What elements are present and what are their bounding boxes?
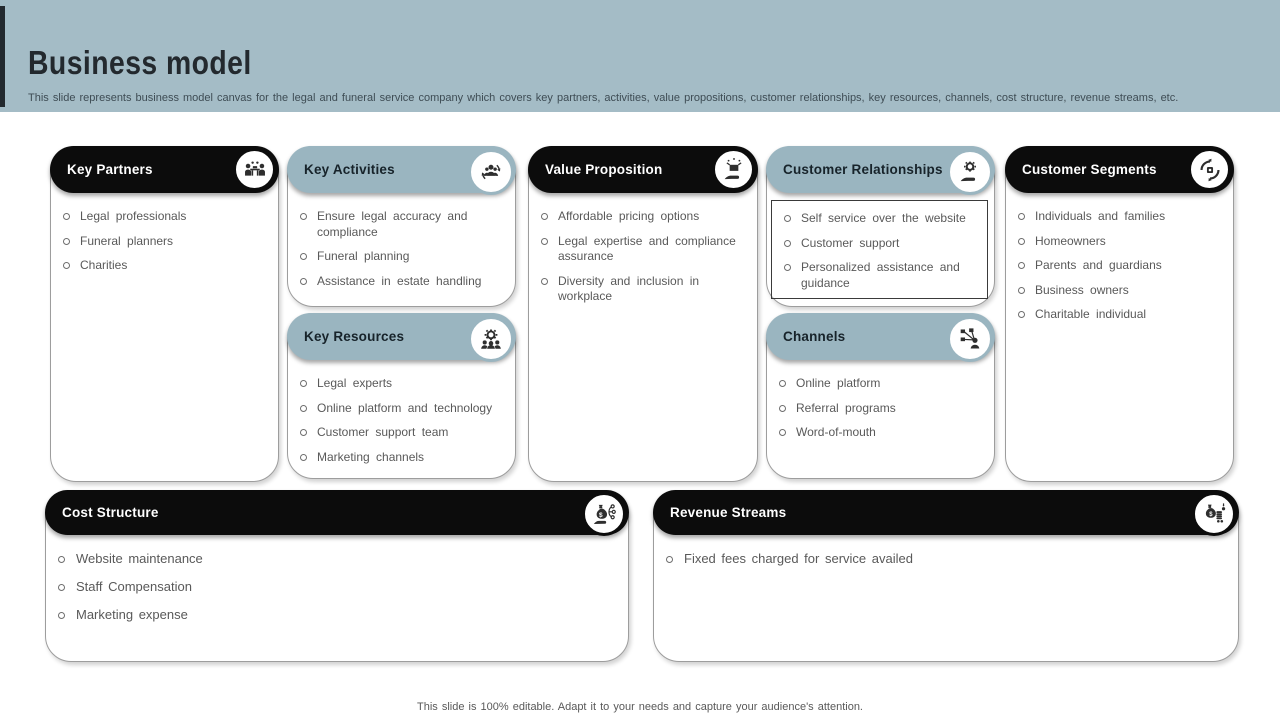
bullet-icon: [784, 264, 791, 271]
list-item-text: Funeral planning: [317, 249, 410, 264]
bullet-icon: [58, 556, 65, 563]
list-item-text: Online platform and technology: [317, 400, 493, 415]
header-band: [0, 0, 1280, 112]
customer-relationships-card: [766, 146, 995, 307]
list-item-text: Customer support: [801, 235, 900, 250]
bullet-icon: [541, 278, 548, 285]
bullet-icon: [58, 612, 65, 619]
list-item: [58, 551, 608, 568]
network-person-icon: [947, 316, 993, 362]
list-item-text: Diversity and inclusion in workplace: [558, 273, 700, 304]
list-item: [779, 376, 984, 392]
value-proposition-header: [528, 146, 758, 193]
customer-relationships-header: [766, 146, 995, 193]
list-item-text: Parents and guardians: [1035, 258, 1162, 273]
bullet-icon: [779, 405, 786, 412]
customer-relationships-list: [772, 201, 987, 291]
key-partners-title: Key Partners: [67, 162, 153, 177]
list-item: [63, 258, 268, 274]
key-partners-header: [50, 146, 279, 193]
bullet-icon: [1018, 311, 1025, 318]
list-item-text: Staff Compensation: [76, 578, 192, 594]
list-item: [1018, 307, 1223, 323]
slide-footer-note: This slide is 100% editable. Adapt it to your needs and capture your audience's attention.: [417, 701, 863, 713]
value-proposition-title: Value Proposition: [545, 162, 663, 177]
list-item-text: Personalized assistance and guidance: [801, 260, 960, 290]
list-item: [784, 260, 975, 291]
list-item: [300, 376, 505, 392]
revenue-streams-title: Revenue Streams: [670, 505, 787, 520]
customer-segments-card: [1005, 146, 1234, 482]
key-activities-header: [287, 146, 516, 193]
list-item: [58, 607, 608, 624]
cost-structure-header: [45, 490, 629, 535]
list-item-text: Ensure legal accuracy and compliance: [317, 209, 468, 239]
customer-focus-icon: [1188, 148, 1231, 191]
money-bag-coins-icon: [1192, 492, 1236, 536]
bullet-icon: [300, 213, 307, 220]
list-item-text: Individuals and families: [1035, 209, 1166, 223]
list-item: [58, 579, 608, 596]
customer-relationships-textbox: [771, 200, 988, 299]
list-item: [63, 209, 268, 225]
list-item: [1018, 234, 1223, 250]
key-resources-title: Key Resources: [304, 329, 405, 344]
key-resources-header: [287, 313, 516, 360]
list-item: [779, 401, 984, 417]
bullet-icon: [300, 429, 307, 436]
bullet-icon: [63, 238, 70, 245]
revenue-streams-header: [653, 490, 1239, 535]
list-item: [300, 450, 505, 466]
list-item: [784, 236, 975, 252]
list-item-text: Referral programs: [796, 400, 896, 415]
list-item: [541, 234, 737, 265]
customer-segments-header: [1005, 146, 1234, 193]
list-item: [779, 425, 984, 441]
customer-relationships-title: Customer Relationships: [783, 162, 943, 177]
bullet-icon: [779, 380, 786, 387]
customer-segments-title: Customer Segments: [1022, 162, 1157, 177]
bullet-icon: [300, 253, 307, 260]
list-item-text: Charitable individual: [1035, 307, 1147, 322]
meeting-icon: [233, 148, 276, 191]
cost-structure-title: Cost Structure: [62, 505, 159, 520]
bullet-icon: [784, 240, 791, 247]
people-sync-icon: [468, 149, 514, 195]
bullet-icon: [541, 238, 548, 245]
gift-hand-icon: [712, 148, 755, 191]
list-item: [300, 401, 505, 417]
list-item-text: Online platform: [796, 376, 881, 390]
key-resources-card: [287, 313, 516, 479]
svg-text:$: $: [1209, 511, 1213, 518]
list-item: [541, 209, 737, 225]
list-item-text: Legal professionals: [80, 209, 187, 223]
list-item: [1018, 283, 1223, 299]
svg-text:$: $: [598, 511, 603, 519]
list-item: [784, 211, 975, 227]
list-item-text: Assistance in estate handling: [317, 273, 482, 288]
bullet-icon: [1018, 213, 1025, 220]
list-item: [1018, 209, 1223, 225]
list-item-text: Legal expertise and compliance assurance: [558, 233, 736, 264]
list-item-text: Customer support team: [317, 425, 449, 440]
channels-title: Channels: [783, 329, 846, 344]
list-item-text: Funeral planners: [80, 233, 174, 248]
bullet-icon: [1018, 287, 1025, 294]
list-item-text: Legal experts: [317, 376, 393, 390]
value-proposition-card: [528, 146, 758, 482]
key-partners-card: [50, 146, 279, 482]
bullet-icon: [1018, 238, 1025, 245]
bullet-icon: [300, 278, 307, 285]
bullet-icon: [300, 454, 307, 461]
bullet-icon: [1018, 262, 1025, 269]
list-item-text: Charities: [80, 258, 128, 273]
list-item-text: Website maintenance: [76, 551, 203, 566]
bullet-icon: [63, 262, 70, 269]
list-item: [300, 274, 505, 290]
revenue-streams-card: [653, 490, 1239, 662]
bullet-icon: [784, 215, 791, 222]
bullet-icon: [541, 213, 548, 220]
money-bag-structure-icon: [582, 492, 626, 536]
bullet-icon: [300, 380, 307, 387]
key-activities-title: Key Activities: [304, 162, 395, 177]
list-item-text: Fixed fees charged for service availed: [684, 551, 913, 566]
list-item: [300, 249, 505, 265]
list-item: [63, 234, 268, 250]
bullet-icon: [58, 584, 65, 591]
list-item: [300, 209, 505, 240]
gear-hand-icon: [947, 149, 993, 195]
bullet-icon: [300, 405, 307, 412]
page-title: Business model: [28, 44, 252, 82]
list-item: [666, 551, 1218, 568]
list-item-text: Marketing expense: [76, 606, 188, 622]
bullet-icon: [779, 429, 786, 436]
list-item-text: Business owners: [1035, 282, 1129, 297]
list-item: [1018, 258, 1223, 274]
list-item-text: Homeowners: [1035, 233, 1106, 248]
channels-header: [766, 313, 995, 360]
team-gear-icon: [468, 316, 514, 362]
channels-card: [766, 313, 995, 479]
list-item: [300, 425, 505, 441]
bullet-icon: [666, 556, 673, 563]
bullet-icon: [63, 213, 70, 220]
list-item-text: Marketing channels: [317, 449, 425, 464]
slide-subtitle: This slide represents business model canvas for the legal and funeral service company which covers key partners, activities, value propositions, customer relationships, key resources, channels, cost structure, revenue streams, etc.: [28, 92, 1179, 104]
key-activities-card: [287, 146, 516, 307]
list-item-text: Word-of-mouth: [796, 425, 876, 440]
list-item: [541, 274, 737, 305]
cost-structure-card: [45, 490, 629, 662]
accent-bar: [0, 6, 5, 107]
list-item-text: Self service over the website: [801, 211, 966, 225]
list-item-text: Affordable pricing options: [558, 209, 700, 223]
